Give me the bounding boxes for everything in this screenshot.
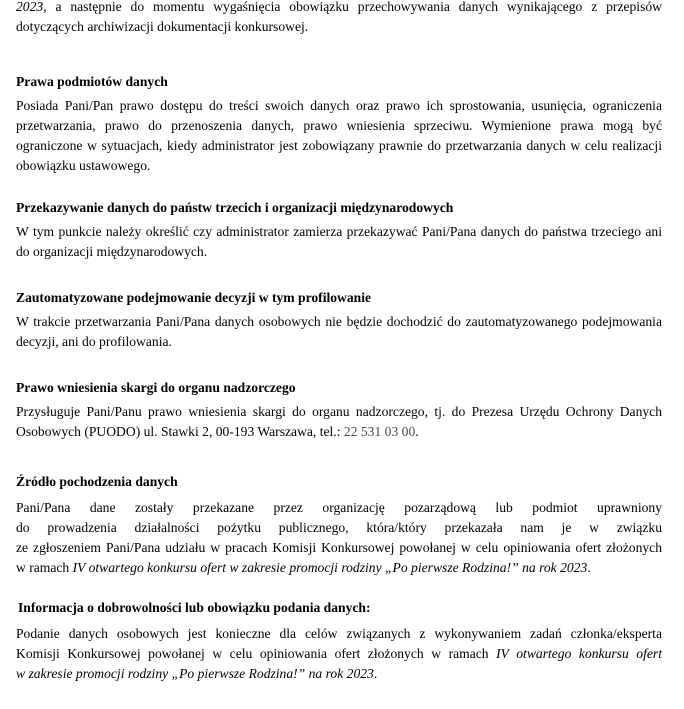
- voluntary-line3-italic: w zakresie promocji rodziny „Po pierwsze Rodzina!” na rok 2023: [16, 666, 374, 681]
- complaint-phone: 22 531 03 00: [343, 424, 416, 439]
- voluntary-line1: Podanie danych osobowych jest konieczne dla celów związanych z wykonywaniem zadań członka/eksperta: [16, 626, 662, 641]
- intro-year: 2023: [16, 0, 44, 14]
- rights-paragraph: Posiada Pani/Pan prawo dostępu do treści swoich danych oraz prawo ich sprostowania, usunięcia, ograniczenia przetwarzania, prawo do przenoszenia danych, prawo wniesienia sprzeciwu. Wymienione prawa mogą być ograniczone w sytuacjach, kiedy administrator jest zobowiązany prawnie do przetwarzania danych w celu realizacji obowiązku ustawowego.: [16, 98, 662, 173]
- transfer-paragraph: W tym punkcie należy określić czy administrator zamierza przekazywać Pani/Pana danych do państwa trzeciego ani do organizacji międzynarodowych.: [16, 224, 662, 259]
- intro-line1: , a następnie do momentu wygaśnięcia obowiązku przechowywania danych wynikającego z przepisów: [43, 0, 662, 14]
- complaint-heading: Prawo wniesienia skargi do organu nadzorczego: [16, 380, 296, 395]
- transfer-heading: Przekazywanie danych do państw trzecich i organizacji międzynarodowych: [16, 200, 454, 215]
- automated-paragraph: W trakcie przetwarzania Pani/Pana danych osobowych nie będzie dochodzić do zautomatyzowanego podejmowania decyzji, ani do profilowania.: [16, 314, 662, 349]
- voluntary-paragraph: [16, 624, 662, 684]
- voluntary-line3-end: .: [373, 666, 378, 681]
- complaint-paragraph: [16, 402, 662, 442]
- source-heading: Źródło pochodzenia danych: [16, 474, 178, 489]
- source-line4-prefix: w ramach: [16, 560, 73, 575]
- complaint-line1: Przysługuje Pani/Panu prawo wniesienia skargi do organu nadzorczego, tj. do Prezesa Urzędu Ochrony Danych: [16, 404, 662, 419]
- source-line4-end: .: [587, 560, 591, 575]
- intro-paragraph: [16, 0, 662, 37]
- source-paragraph: [16, 498, 662, 578]
- automated-heading: Zautomatyzowane podejmowanie decyzji w tym profilowanie: [16, 290, 372, 305]
- voluntary-line2-italic: IV otwartego konkursu ofert: [496, 646, 662, 661]
- source-line4-italic: IV otwartego konkursu ofert w zakresie promocji rodziny „Po pierwsze Rodzina!” na rok 2023: [72, 560, 588, 575]
- complaint-line2-end: .: [415, 424, 419, 439]
- source-line3: ze zgłoszeniem Pani/Pana udziału w pracach Komisji Konkursowej powołanej w celu opiniowania ofert złożonych: [16, 540, 662, 555]
- complaint-line2: Osobowych (PUODO) ul. Stawki 2, 00-193 Warszawa, tel.:: [16, 424, 344, 439]
- intro-line2: dotyczących archiwizacji dokumentacji konkursowej.: [16, 19, 309, 34]
- voluntary-line2-prefix: Komisji Konkursowej powołanej w celu opiniowania ofert złożonych w ramach: [16, 646, 497, 661]
- voluntary-heading: Informacja o dobrowolności lub obowiązku podania danych:: [18, 600, 371, 615]
- rights-heading: Prawa podmiotów danych: [16, 74, 168, 89]
- source-line2: do prowadzenia działalności pożytku publicznego, która/który przekazała nam je w związku: [16, 520, 662, 535]
- source-line1: Pani/Pana dane zostały przekazane przez organizację pozarządową lub podmiot uprawniony: [16, 500, 662, 515]
